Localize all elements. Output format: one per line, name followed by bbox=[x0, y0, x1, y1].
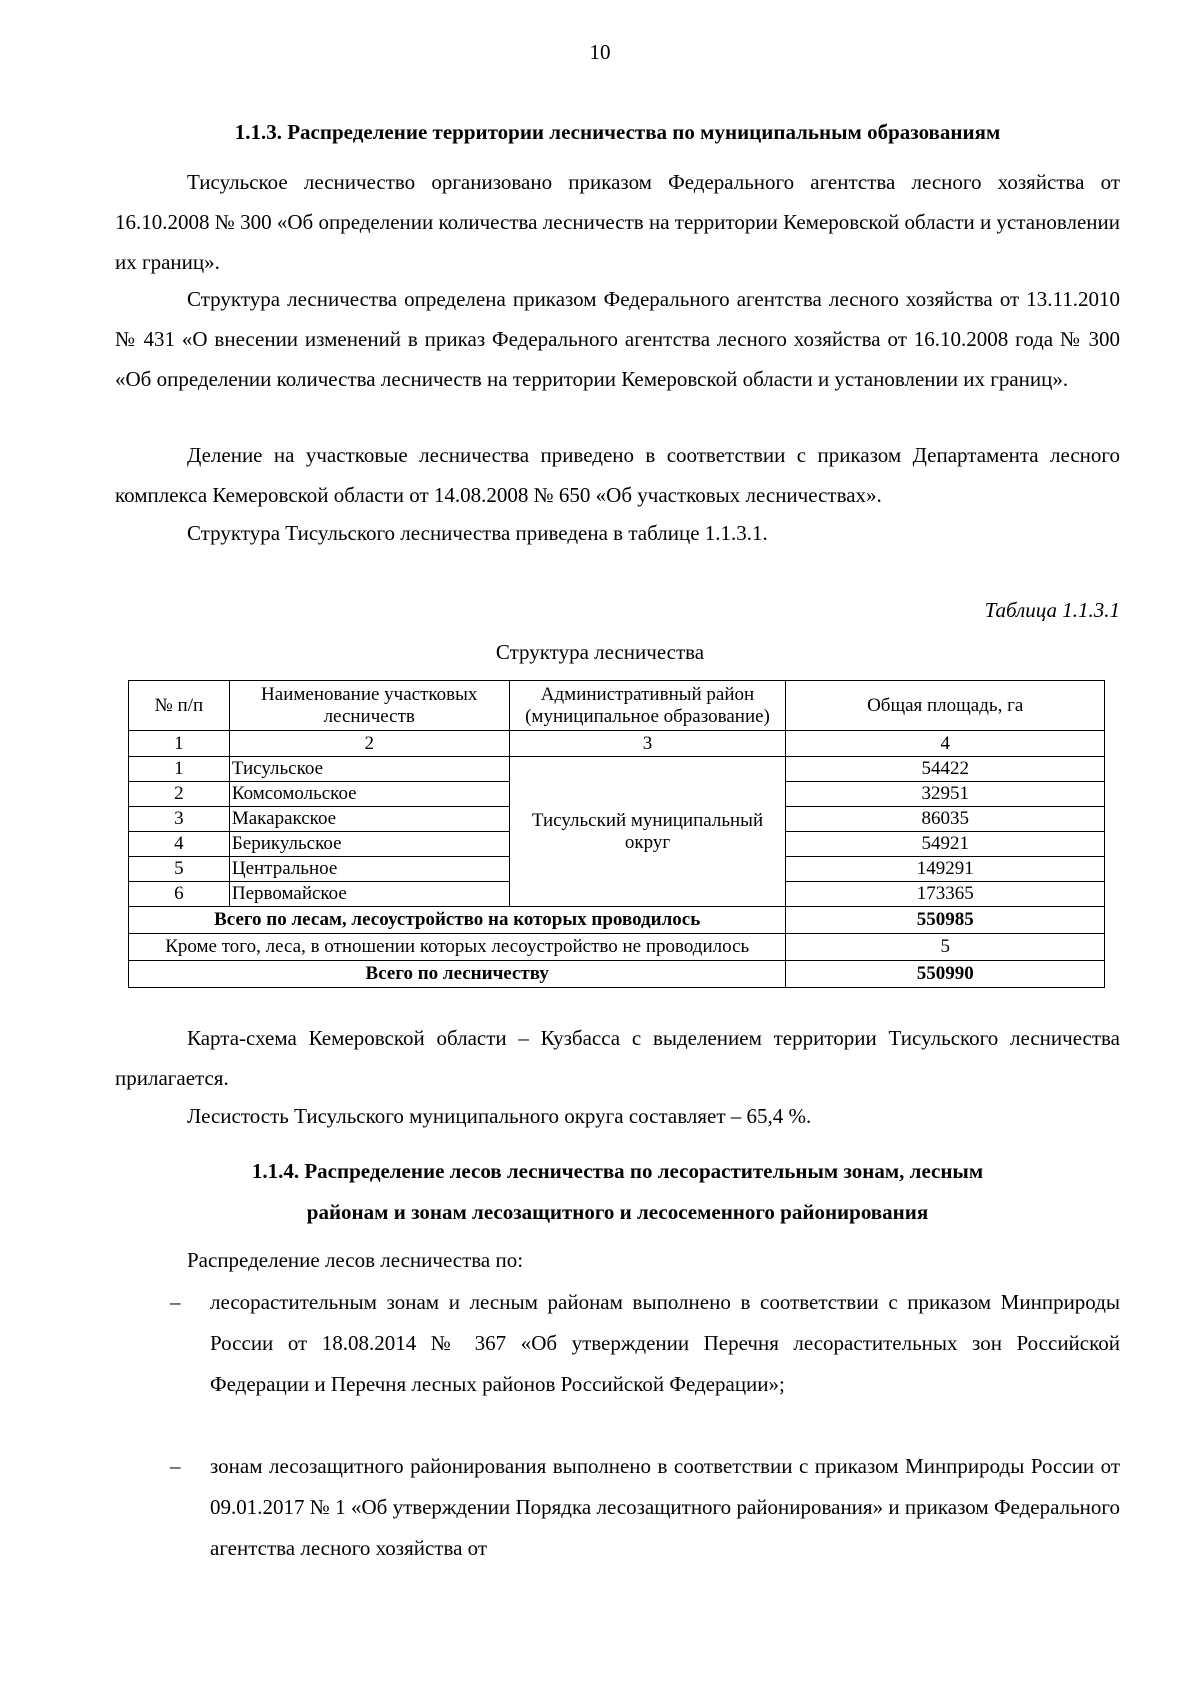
column-number: 3 bbox=[509, 731, 786, 757]
paragraph: Карта-схема Кемеровской области – Кузбасса с выделением территории Тисульского лесничества прилагается. bbox=[115, 1026, 1120, 1090]
grand-total-row bbox=[129, 961, 1105, 988]
total-surveyed-value: 550985 bbox=[786, 907, 1105, 934]
grand-total-label: Всего по лесничеству bbox=[129, 961, 786, 988]
column-number-row bbox=[129, 731, 1105, 757]
section-114-heading-line1: 1.1.4. Распределение лесов лесничества по лесорастительным зонам, лесным bbox=[251, 1159, 984, 1183]
row-number: 1 bbox=[129, 757, 230, 782]
area-value: 86035 bbox=[786, 807, 1105, 832]
paragraph: Лесистость Тисульского муниципального округа составляет – 65,4 %. bbox=[187, 1104, 812, 1128]
row-number: 4 bbox=[129, 832, 230, 857]
not-surveyed-label: Кроме того, леса, в отношении которых лесоустройство не проводилось bbox=[129, 934, 786, 961]
paragraph: Распределение лесов лесничества по: bbox=[187, 1248, 524, 1272]
row-number: 2 bbox=[129, 782, 230, 807]
forestry-name: Макаракское bbox=[229, 807, 509, 832]
list-item-text: зонам лесозащитного районирования выполнено в соответствии с приказом Минприроды России от 09.01.2017 № 1 «Об утверждении Порядка лесозащитного районирования» и приказом Федерального агентства лесного хозяйства от bbox=[210, 1454, 1120, 1560]
area-value: 32951 bbox=[786, 782, 1105, 807]
forestry-name: Тисульское bbox=[229, 757, 509, 782]
forestry-name: Берикульское bbox=[229, 832, 509, 857]
header-cell: Общая площадь, га bbox=[786, 681, 1105, 731]
not-surveyed-value: 5 bbox=[786, 934, 1105, 961]
column-number: 4 bbox=[786, 731, 1105, 757]
total-surveyed-label: Всего по лесам, лесоустройство на которых проводилось bbox=[129, 907, 786, 934]
paragraph: Структура лесничества определена приказом Федерального агентства лесного хозяйства от 13.11.2010 № 431 «О внесении изменений в приказ Федерального агентства лесного хозяйства от 16.10.2008 года № 300 «Об определении количества лесничеств на территории Кемеровской области и установлении их границ». bbox=[115, 287, 1120, 391]
row-number: 5 bbox=[129, 857, 230, 882]
row-number: 6 bbox=[129, 882, 230, 907]
list-item bbox=[170, 1282, 1120, 1405]
grand-total-value: 550990 bbox=[786, 961, 1105, 988]
page-number: 10 bbox=[589, 40, 611, 64]
table-caption: Таблица 1.1.3.1 bbox=[984, 598, 1120, 622]
table-header-row bbox=[129, 681, 1105, 731]
list-dash: – bbox=[170, 1454, 181, 1478]
header-cell: № п/п bbox=[129, 681, 230, 731]
list-dash: – bbox=[170, 1290, 181, 1314]
total-surveyed-row bbox=[129, 907, 1105, 934]
row-number: 3 bbox=[129, 807, 230, 832]
section-114-heading-line2: районам и зонам лесозащитного и лесосеменного районирования bbox=[306, 1200, 929, 1224]
district-cell: Тисульский муниципальный округ bbox=[509, 757, 786, 907]
table-title: Структура лесничества bbox=[495, 640, 705, 664]
list-item-text: лесорастительным зонам и лесным районам выполнено в соответствии с приказом Минприроды России от 18.08.2014 № 367 «Об утверждении Перечня лесорастительных зон Российской Федерации и Перечня лесных районов Российской Федерации»; bbox=[210, 1290, 1120, 1396]
area-value: 54921 bbox=[786, 832, 1105, 857]
forestry-name: Первомайское bbox=[229, 882, 509, 907]
header-cell: Наименование участковых лесничеств bbox=[229, 681, 509, 731]
table-row bbox=[129, 757, 1105, 782]
column-number: 2 bbox=[229, 731, 509, 757]
list-item bbox=[170, 1446, 1120, 1569]
not-surveyed-row bbox=[129, 934, 1105, 961]
area-value: 173365 bbox=[786, 882, 1105, 907]
section-113-heading: 1.1.3. Распределение территории лесничества по муниципальным образованиям bbox=[234, 120, 1001, 144]
forestry-name: Центральное bbox=[229, 857, 509, 882]
area-value: 54422 bbox=[786, 757, 1105, 782]
header-cell: Административный район (муниципальное образование) bbox=[509, 681, 786, 731]
structure-table bbox=[128, 680, 1105, 988]
paragraph: Тисульское лесничество организовано приказом Федерального агентства лесного хозяйства от 16.10.2008 № 300 «Об определении количества лесничеств на территории Кемеровской области и установлении их границ». bbox=[115, 170, 1120, 274]
area-value: 149291 bbox=[786, 857, 1105, 882]
paragraph: Структура Тисульского лесничества приведена в таблице 1.1.3.1. bbox=[187, 521, 768, 545]
column-number: 1 bbox=[129, 731, 230, 757]
forestry-name: Комсомольское bbox=[229, 782, 509, 807]
paragraph: Деление на участковые лесничества приведено в соответствии с приказом Департамента лесного комплекса Кемеровской области от 14.08.2008 № 650 «Об участковых лесничествах». bbox=[115, 443, 1120, 507]
